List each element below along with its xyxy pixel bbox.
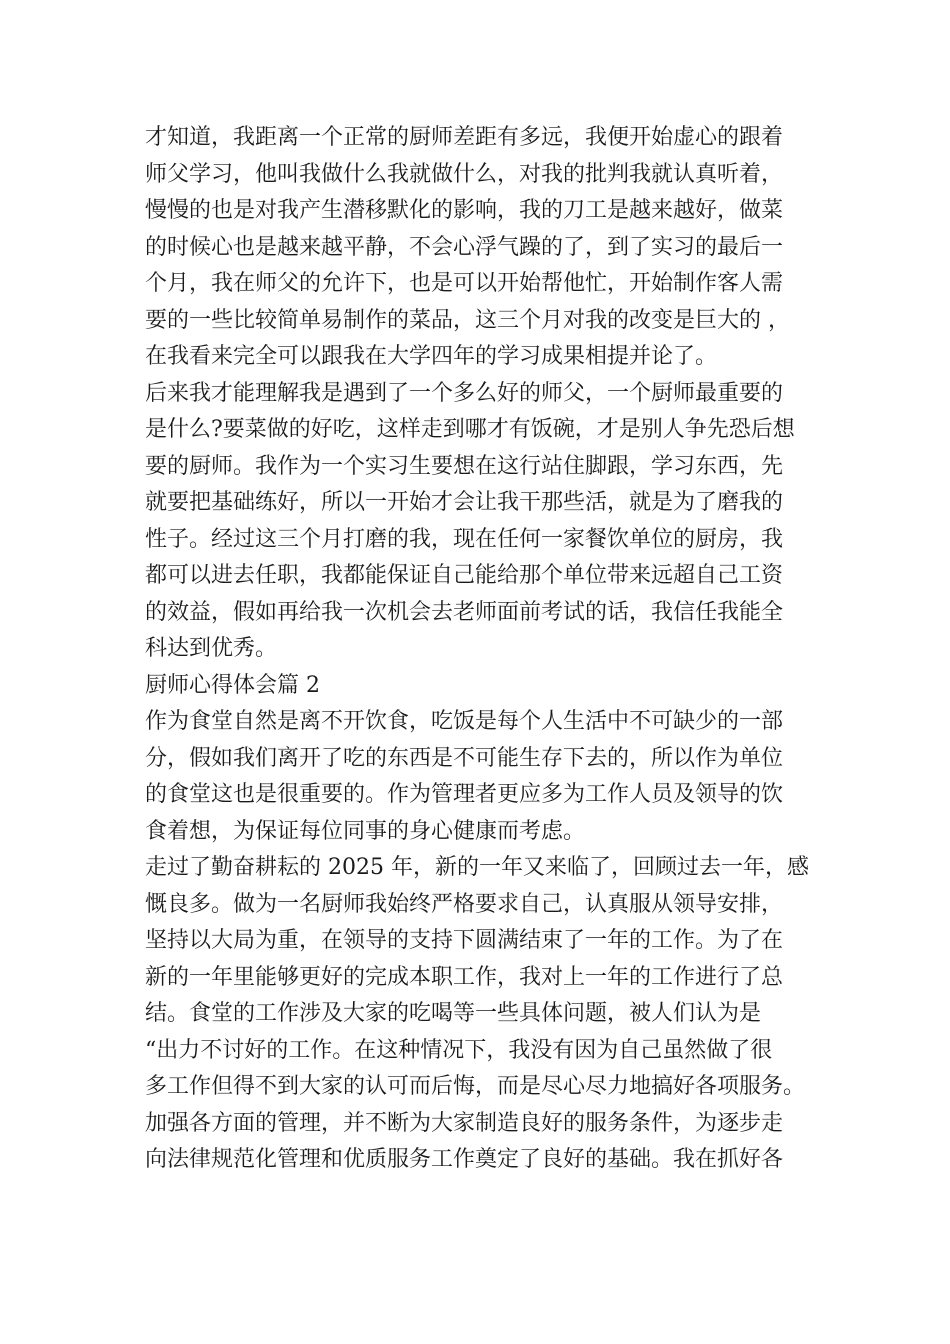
text-line: 后来我才能理解我是遇到了一个多么好的师父，一个厨师最重要的 [145, 380, 784, 406]
text-line: 的食堂这也是很重要的。作为管理者更应多为工作人员及领导的饮 [145, 782, 784, 807]
document-body [145, 120, 825, 1179]
section-heading: 厨师心得体会篇 2 [145, 672, 320, 698]
text-line: 个月，我在师父的允许下，也是可以开始帮他忙，开始制作客人需 [145, 271, 784, 296]
text-line: 加强各方面的管理，并不断为大家制造良好的服务条件，为逐步走 [145, 1110, 784, 1136]
text-line: 新的一年里能够更好的完成本职工作，我对上一年的工作进行了总 [145, 964, 784, 990]
text-line: 食着想，为保证每位同事的身心健康而考虑。 [145, 818, 586, 844]
text-line: 都可以进去任职，我都能保证自己能给那个单位带来远超自己工资 [145, 563, 784, 588]
text-line: 分，假如我们离开了吃的东西是不可能生存下去的，所以作为单位 [145, 745, 784, 771]
text-line: 就要把基础练好，所以一开始才会让我干那些活，就是为了磨我的 [145, 490, 784, 515]
text-line: 要的一些比较简单易制作的菜品，这三个月对我的改变是巨大的 ， [145, 307, 790, 333]
text-line: 在我看来完全可以跟我在大学四年的学习成果相提并论了。 [145, 344, 718, 369]
text-line: “出力不讨好的工作。在这种情况下，我没有因为自己虽然做了很 [145, 1037, 773, 1063]
text-line: 慨良多。做为一名厨师我始终严格要求自己，认真服从领导安排， [145, 891, 784, 917]
text-line: 慢慢的也是对我产生潜移默化的影响，我的刀工是越来越好，做菜 [145, 198, 784, 223]
text-line: 多工作但得不到大家的认可而后悔，而是尽心尽力地搞好各项服务。 [145, 1074, 806, 1099]
text-line: 是什么?要菜做的好吃，这样走到哪才有饭碗，才是别人争先恐后想 [145, 417, 795, 442]
text-line: 结。食堂的工作涉及大家的吃喝等一些具体问题，被人们认为是 [145, 1001, 762, 1026]
text-line: 才知道，我距离一个正常的厨师差距有多远，我便开始虚心的跟着 [145, 125, 784, 150]
text-line: 走过了勤奋耕耘的 2025 年，新的一年又来临了，回顾过去一年，感 [145, 855, 809, 880]
text-line: 性子。经过这三个月打磨的我，现在任何一家餐饮单位的厨房，我 [145, 526, 784, 552]
text-line: 科达到优秀。 [145, 636, 278, 661]
text-line: 坚持以大局为重，在领导的支持下圆满结束了一年的工作。为了在 [145, 928, 784, 953]
text-line: 向法律规范化管理和优质服务工作奠定了良好的基础。我在抓好各 [145, 1147, 784, 1172]
text-line: 作为食堂自然是离不开饮食，吃饭是每个人生活中不可缺少的一部 [145, 709, 784, 734]
text-line: 师父学习，他叫我做什么我就做什么，对我的批判我就认真听着， [145, 161, 784, 187]
text-line: 要的厨师。我作为一个实习生要想在这行站住脚跟，学习东西，先 [145, 453, 784, 479]
text-line: 的效益，假如再给我一次机会去老师面前考试的话，我信任我能全 [145, 599, 784, 625]
text-line: 的时候心也是越来越平静，不会心浮气躁的了，到了实习的最后一 [145, 234, 784, 260]
